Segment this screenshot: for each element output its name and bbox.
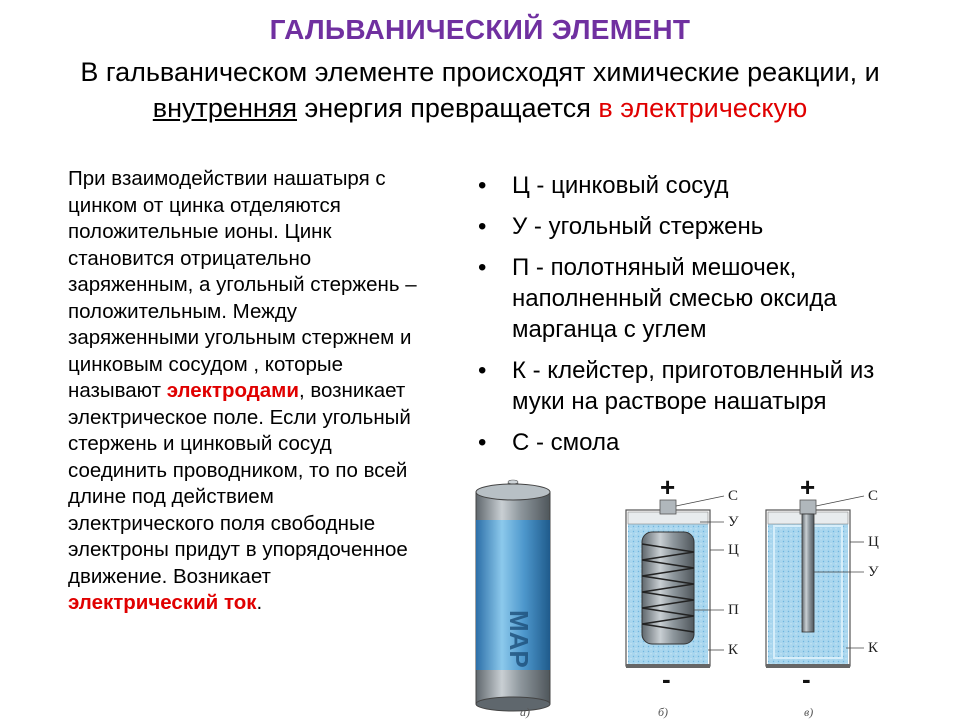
list-item: • Ц - цинковый сосуд xyxy=(478,172,729,199)
caption-v: в) xyxy=(804,705,814,719)
galvanic-cell-figure xyxy=(462,460,902,720)
label-v-s: С xyxy=(868,488,879,504)
caption-a: а) xyxy=(520,705,530,719)
subtitle-underlined: внутренняя xyxy=(152,93,298,123)
label-b-s: С xyxy=(728,488,739,504)
bullet-icon: • xyxy=(478,429,487,456)
component-list xyxy=(478,170,898,468)
cell-section-b xyxy=(626,500,710,668)
list-item: • К - клейстер, приготовленный из муки на растворе нашатыря xyxy=(478,357,875,415)
electric-current-term: электрический ток xyxy=(68,591,257,614)
label-b-u: У xyxy=(728,514,739,530)
explanation-p2: , возникает электрическое поле. Если угольный стержень и цинковый сосуд соединить проводником, то по всей длине под действием электрического поля свободные электроны придут в упорядоченное движение. Возникает xyxy=(68,379,411,588)
explanation-text xyxy=(68,166,418,617)
plus-sign-v: + xyxy=(800,472,816,502)
label-b-p: П xyxy=(728,602,739,618)
battery-exterior xyxy=(476,480,550,711)
bullet-icon: • xyxy=(478,254,487,281)
explanation-p3: . xyxy=(256,591,263,614)
electrodes-term: электродами xyxy=(166,379,299,402)
caption-b: б) xyxy=(658,705,669,719)
minus-sign-v: - xyxy=(802,664,811,694)
cell-section-v xyxy=(766,500,850,668)
label-v-ts: Ц xyxy=(868,534,879,550)
bullet-icon: • xyxy=(478,357,487,384)
subtitle-red: в электрическую xyxy=(598,93,808,123)
bullet-icon: • xyxy=(478,172,487,199)
explanation-p1: При взаимодействии нашатыря с цинком от цинка отделяются положительные ионы. Цинк становится отрицательно заряженным, а угольный стержень – положительным. Между заряженными угольным стержнем и цинковым сосудом , которые называют xyxy=(68,167,417,402)
label-v-u: У xyxy=(868,564,879,580)
list-item: • У - угольный стержень xyxy=(478,213,764,240)
label-b-k: К xyxy=(728,642,739,658)
slide-title: ГАЛЬВАНИЧЕСКИЙ ЭЛЕМЕНТ xyxy=(269,14,691,45)
bullet-icon: • xyxy=(478,213,487,240)
list-item: • С - смола xyxy=(478,429,620,456)
minus-sign-b: - xyxy=(662,664,671,694)
label-b-ts: Ц xyxy=(728,542,739,558)
label-v-k: К xyxy=(868,640,879,656)
subtitle-part1: В гальваническом элементе происходят химические реакции, и xyxy=(80,57,880,87)
slide-subtitle xyxy=(60,54,900,126)
list-item: • П - полотняный мешочек, наполненный смесью оксида марганца с углем xyxy=(478,254,837,343)
plus-sign-b: + xyxy=(660,472,676,502)
subtitle-part2: энергия превращается xyxy=(297,93,599,123)
battery-label: MAP xyxy=(504,610,534,668)
